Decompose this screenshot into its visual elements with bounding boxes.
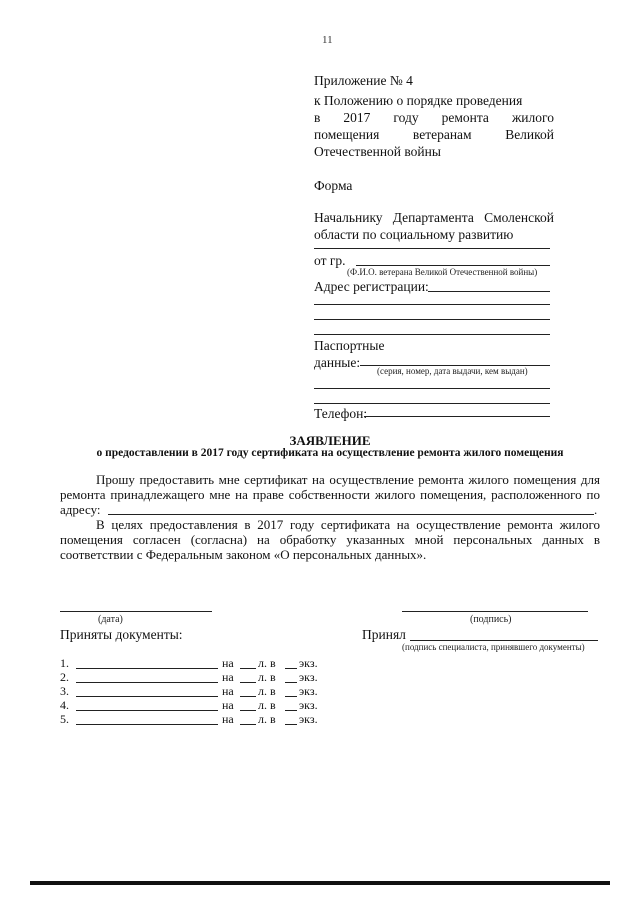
- doc-number: 4.: [60, 698, 69, 712]
- doc-sheets-label: л. в: [258, 712, 276, 726]
- addressee-blank-line: [314, 248, 550, 249]
- appendix-line-1: к Положению о порядке проведения: [314, 93, 523, 108]
- appendix-line-2-word: в: [314, 110, 321, 125]
- list-item: [60, 656, 69, 670]
- doc-copies-label: экз.: [299, 684, 318, 698]
- doc-copies-label: экз.: [299, 670, 318, 684]
- statement-p2-line-2: помещения согласен (согласна) на обработку указанных мной персональных данных в: [60, 532, 600, 547]
- statement-p1-line-2: ремонта принадлежащего мне на праве собственности жилого помещения, расположенного по: [60, 487, 600, 502]
- specialist-caption: (подпись специалиста, принявшего документы): [402, 642, 585, 652]
- doc-on-label: на: [222, 684, 234, 698]
- date-caption: (дата): [98, 614, 123, 625]
- statement-title: ЗАЯВЛЕНИЕ: [289, 433, 371, 448]
- doc-on-label: на: [222, 698, 234, 712]
- addressee-line-1: [314, 209, 554, 226]
- from-caption: (Ф.И.О. ветерана Великой Отечественной войны): [347, 267, 538, 277]
- statement-p2-line-3: соответствии с Федеральным законом «О персональных данных».: [60, 547, 427, 562]
- doc-sheets-field[interactable]: [240, 696, 256, 697]
- passport-label-1: Паспортные: [314, 338, 385, 353]
- appendix-line-3-word: помещения: [314, 127, 380, 142]
- appendix-line-2-word: году: [393, 110, 419, 125]
- appendix-line-2-word: 2017: [343, 110, 371, 125]
- passport-caption: (серия, номер, дата выдачи, кем выдан): [377, 366, 528, 376]
- date-field[interactable]: [60, 611, 212, 612]
- statement-period: .: [594, 502, 598, 517]
- appendix-line-2: [314, 109, 554, 126]
- doc-number: 2.: [60, 670, 69, 684]
- doc-copies-field[interactable]: [285, 682, 297, 683]
- passport-field-3[interactable]: [314, 403, 550, 404]
- addressee-line-2: области по социальному развитию: [314, 227, 514, 242]
- address-field-4[interactable]: [314, 334, 550, 335]
- doc-copies-label: экз.: [299, 712, 318, 726]
- from-label: от гр.: [314, 253, 346, 268]
- statement-p2-line-1: В целях предоставления в 2017 году сертификата на осуществление ремонта жилого: [96, 517, 600, 532]
- page-number: 11: [322, 34, 333, 46]
- accepted-by-label: Принял: [362, 627, 406, 642]
- list-item: [60, 698, 69, 712]
- doc-copies-label: экз.: [299, 698, 318, 712]
- doc-on-label: на: [222, 712, 234, 726]
- passport-field-2[interactable]: [314, 388, 550, 389]
- doc-name-field[interactable]: [76, 724, 218, 725]
- doc-sheets-field[interactable]: [240, 724, 256, 725]
- doc-copies-field[interactable]: [285, 724, 297, 725]
- specialist-signature-field[interactable]: [410, 640, 598, 641]
- appendix-line-2-word: ремонта: [441, 110, 489, 125]
- doc-sheets-label: л. в: [258, 670, 276, 684]
- statement-address-field[interactable]: [108, 514, 594, 515]
- doc-sheets-label: л. в: [258, 656, 276, 670]
- appendix-title: Приложение № 4: [314, 73, 413, 88]
- accepted-docs-label: Приняты документы:: [60, 627, 183, 642]
- address-field-1[interactable]: [428, 291, 550, 292]
- doc-sheets-label: л. в: [258, 698, 276, 712]
- doc-name-field[interactable]: [76, 682, 218, 683]
- doc-on-label: на: [222, 656, 234, 670]
- statement-p1-line-1: Прошу предоставить мне сертификат на осуществление ремонта жилого помещения для: [96, 472, 600, 487]
- doc-copies-label: экз.: [299, 656, 318, 670]
- bottom-border-line: [30, 881, 610, 885]
- passport-label-2: данные:: [314, 355, 361, 370]
- doc-copies-field[interactable]: [285, 696, 297, 697]
- statement-subtitle: о предоставлении в 2017 году сертификата на осуществление ремонта жилого помещения: [96, 447, 564, 459]
- signature-caption: (подпись): [470, 614, 512, 625]
- addressee-word: Смоленской: [484, 210, 554, 225]
- list-item: [60, 684, 69, 698]
- doc-name-field[interactable]: [76, 710, 218, 711]
- list-item: [60, 712, 69, 726]
- statement-address-label: адресу:: [60, 502, 101, 517]
- doc-sheets-field[interactable]: [240, 668, 256, 669]
- signature-field[interactable]: [402, 611, 588, 612]
- from-name-field[interactable]: [356, 265, 550, 266]
- phone-field[interactable]: [364, 416, 550, 417]
- appendix-line-3: [314, 126, 554, 143]
- list-item: [60, 670, 69, 684]
- address-field-2[interactable]: [314, 304, 550, 305]
- appendix-line-4: Отечественной войны: [314, 144, 441, 159]
- appendix-line-3-word: ветеранам: [412, 127, 472, 142]
- doc-sheets-field[interactable]: [240, 682, 256, 683]
- addressee-word: Департамента: [392, 210, 474, 225]
- doc-name-field[interactable]: [76, 668, 218, 669]
- form-label: Форма: [314, 178, 353, 193]
- doc-number: 3.: [60, 684, 69, 698]
- doc-copies-field[interactable]: [285, 668, 297, 669]
- doc-sheets-field[interactable]: [240, 710, 256, 711]
- doc-number: 1.: [60, 656, 69, 670]
- doc-copies-field[interactable]: [285, 710, 297, 711]
- address-field-3[interactable]: [314, 319, 550, 320]
- doc-number: 5.: [60, 712, 69, 726]
- doc-name-field[interactable]: [76, 696, 218, 697]
- doc-on-label: на: [222, 670, 234, 684]
- appendix-line-2-word: жилого: [511, 110, 554, 125]
- address-label: Адрес регистрации:: [314, 279, 429, 294]
- appendix-line-3-word: Великой: [505, 127, 554, 142]
- doc-sheets-label: л. в: [258, 684, 276, 698]
- phone-label: Телефон:: [314, 406, 368, 421]
- addressee-word: Начальнику: [314, 210, 383, 225]
